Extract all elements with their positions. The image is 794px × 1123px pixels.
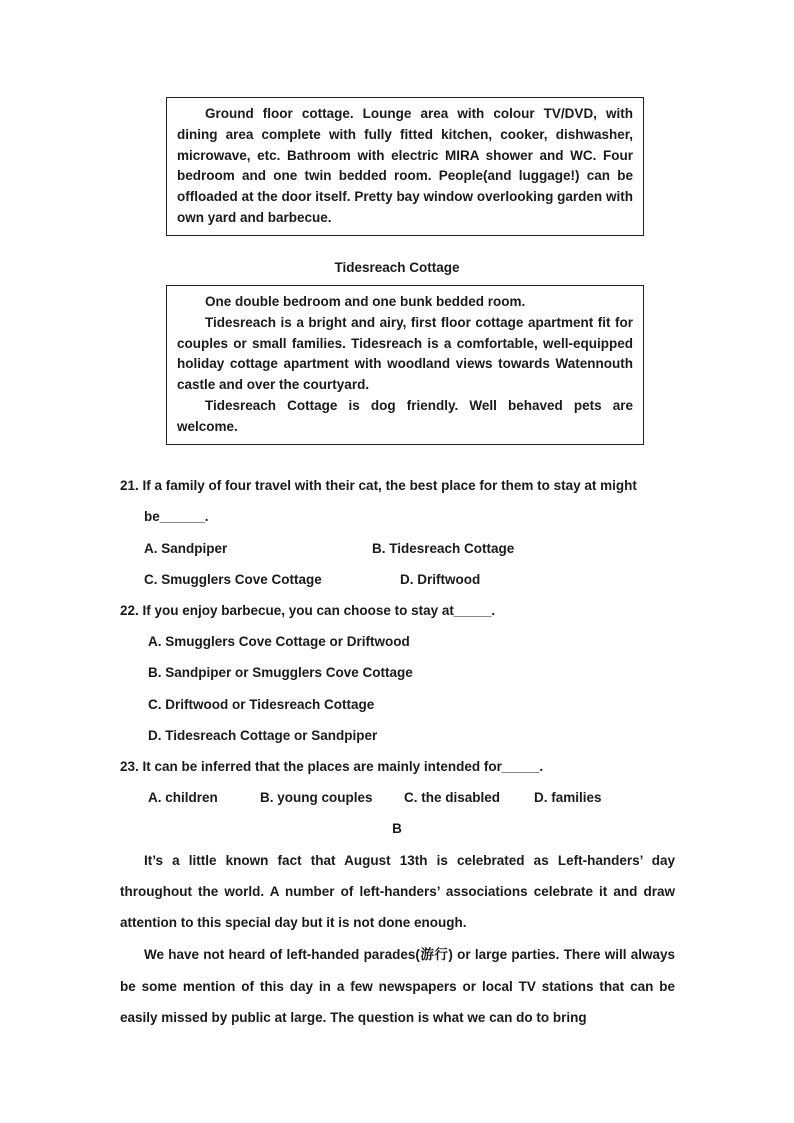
paragraph-2-rest: ) or large parties. There will always be some mention of this day in a few newspapers or local TV stations that can be easily missed by public at large. The question is what we can do to bring (120, 947, 676, 1026)
section-b-paragraph-1-text: It’s a little known fact that August 13th is celebrated as Left-handers’ day throughout the world. A number of left-handers’ associations celebrate it and draw attention to this special day but it is not done enough. (120, 853, 675, 931)
question-23-stem: 23. It can be inferred that the places are mainly intended for_____. (120, 759, 544, 774)
tidesreach-description: Tidesreach is a bright and airy, first floor cottage apartment fit for couples or small families. Tidesreach is a comfortable, well-equipped holiday cottage apartment with woodland views towards Watennouth castle and over the courtyard. (177, 314, 633, 393)
section-b-heading: B (392, 821, 402, 836)
question-21-option-c: C. Smugglers Cove Cottage (144, 572, 322, 587)
question-21-stem: 21. If a family of four travel with their cat, the best place for them to stay at might (120, 478, 637, 493)
question-22-stem: 22. If you enjoy barbecue, you can choose to stay at_____. (120, 603, 496, 618)
question-22-option-c: C. Driftwood or Tidesreach Cottage (148, 697, 375, 712)
question-22-option-d: D. Tidesreach Cottage or Sandpiper (148, 728, 378, 743)
section-b-paragraph-2 (120, 939, 675, 1034)
question-21-stem-continued: be______. (144, 509, 209, 524)
tidesreach-cottage-title: Tidesreach Cottage (334, 260, 460, 275)
question-22-option-a: A. Smugglers Cove Cottage or Driftwood (148, 634, 410, 649)
ground-floor-cottage-box (166, 97, 644, 236)
question-21-option-d: D. Driftwood (400, 572, 481, 587)
question-23-option-c: C. the disabled (404, 790, 501, 805)
question-23-option-b: B. young couples (260, 790, 373, 805)
question-23-option-a: A. children (148, 790, 218, 805)
chinese-gloss-parades: 游行 (419, 947, 449, 963)
section-b-paragraph-1 (120, 845, 675, 939)
question-23-option-d: D. families (534, 790, 602, 805)
tidesreach-cottage-box (166, 285, 644, 445)
tidesreach-pets: Tidesreach Cottage is dog friendly. Well behaved pets are welcome. (177, 397, 633, 434)
question-22-option-b: B. Sandpiper or Smugglers Cove Cottage (148, 665, 413, 680)
paragraph-2-start: We have not heard of left-handed parades( (144, 947, 420, 962)
ground-floor-description: Ground floor cottage. Lounge area with colour TV/DVD, with dining area complete with fully fitted kitchen, cooker, dishwasher, microwave, etc. Bathroom with electric MIRA shower and WC. Four bedroom and one twin bedded room. People(and luggage!) can be offloaded at the door itself. Pretty bay window overlooking garden with own yard and barbecue. (177, 106, 633, 225)
question-21-option-b: B. Tidesreach Cottage (372, 541, 515, 556)
tidesreach-rooms: One double bedroom and one bunk bedded room. (205, 294, 526, 309)
section-b-paragraph-2-text (120, 939, 675, 1034)
question-21-option-a: A. Sandpiper (144, 541, 228, 556)
